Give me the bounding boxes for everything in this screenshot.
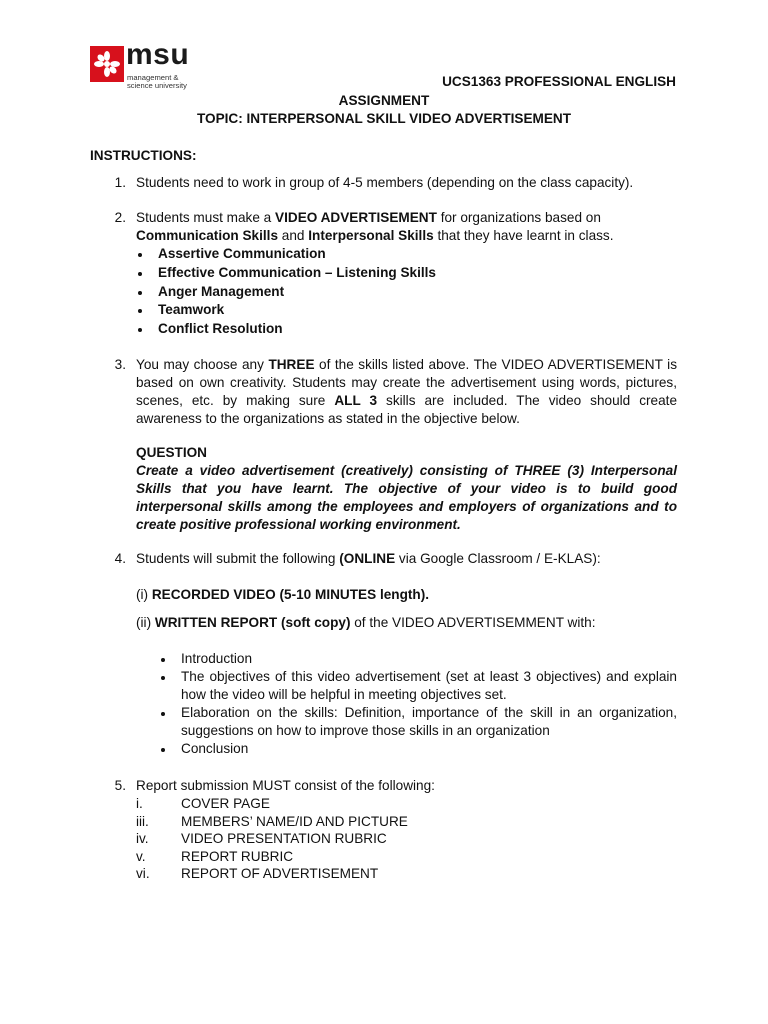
bullet-icon <box>161 658 165 662</box>
item-number: 5. <box>114 778 126 793</box>
list-item: Elaboration on the skills: Definition, importance of the skill in an organization, suggestions on how to improve those skills in an organization <box>136 704 677 740</box>
course-code: UCS1363 PROFESSIONAL ENGLISH <box>442 74 676 89</box>
report-contents-list <box>136 650 677 758</box>
item-2-text: Students must make a VIDEO ADVERTISEMENT for organizations based on Communication Skills and Interpersonal Skills that they have learnt in class. <box>136 210 614 243</box>
bullet-icon <box>138 253 142 257</box>
item-number: 1. <box>114 175 126 190</box>
flower-icon <box>90 44 126 84</box>
doc-type: ASSIGNMENT <box>338 93 430 108</box>
written-report-line: (ii) WRITTEN REPORT (soft copy) of the VIDEO ADVERTISEMMENT with: <box>136 615 596 630</box>
list-item: Introduction <box>136 650 677 668</box>
msu-logo <box>90 38 210 90</box>
bullet-icon <box>138 328 142 332</box>
recorded-video-line: (i) RECORDED VIDEO (5-10 MINUTES length). <box>136 587 430 602</box>
question-text: Create a video advertisement (creatively) consisting of THREE (3) Interpersonal Skills that you have learnt. The objective of your video is to build good interpersonal skills among the employees and employers of organizations and to create positive professional working environment. <box>136 463 677 532</box>
bullet-icon <box>161 712 165 716</box>
item-number: 4. <box>114 551 126 566</box>
bullet-icon <box>138 272 142 276</box>
bullet-icon <box>161 676 165 680</box>
item-number: 2. <box>114 210 126 225</box>
question-label: QUESTION <box>136 445 207 460</box>
bullet-icon <box>138 291 142 295</box>
instructions-label: INSTRUCTIONS: <box>90 148 197 163</box>
item-5-text: Report submission MUST consist of the following: <box>136 778 435 793</box>
list-item: Conclusion <box>136 740 677 758</box>
item-number: 3. <box>114 357 126 372</box>
item-1-text: Students need to work in group of 4-5 members (depending on the class capacity). <box>136 175 634 190</box>
logo-subtitle: management & science university <box>127 73 187 90</box>
topic-heading: TOPIC: INTERPERSONAL SKILL VIDEO ADVERTISEMENT <box>196 111 572 126</box>
item-4-text: Students will submit the following (ONLINE via Google Classroom / E-KLAS): <box>136 551 601 566</box>
logo-brand: msu <box>126 38 190 71</box>
list-item: The objectives of this video advertisement (set at least 3 objectives) and explain how the video will be helpful in meeting objectives set. <box>136 668 677 704</box>
item-3-text: You may choose any THREE of the skills listed above. The VIDEO ADVERTISEMENT is based on own creativity. Students may create the advertisement using words, pictures, scenes, etc. by making sure ALL 3 skills are included. The video should create awareness to the organizations as stated in the objective below. <box>136 357 678 426</box>
bullet-icon <box>161 748 165 752</box>
bullet-icon <box>138 309 142 313</box>
